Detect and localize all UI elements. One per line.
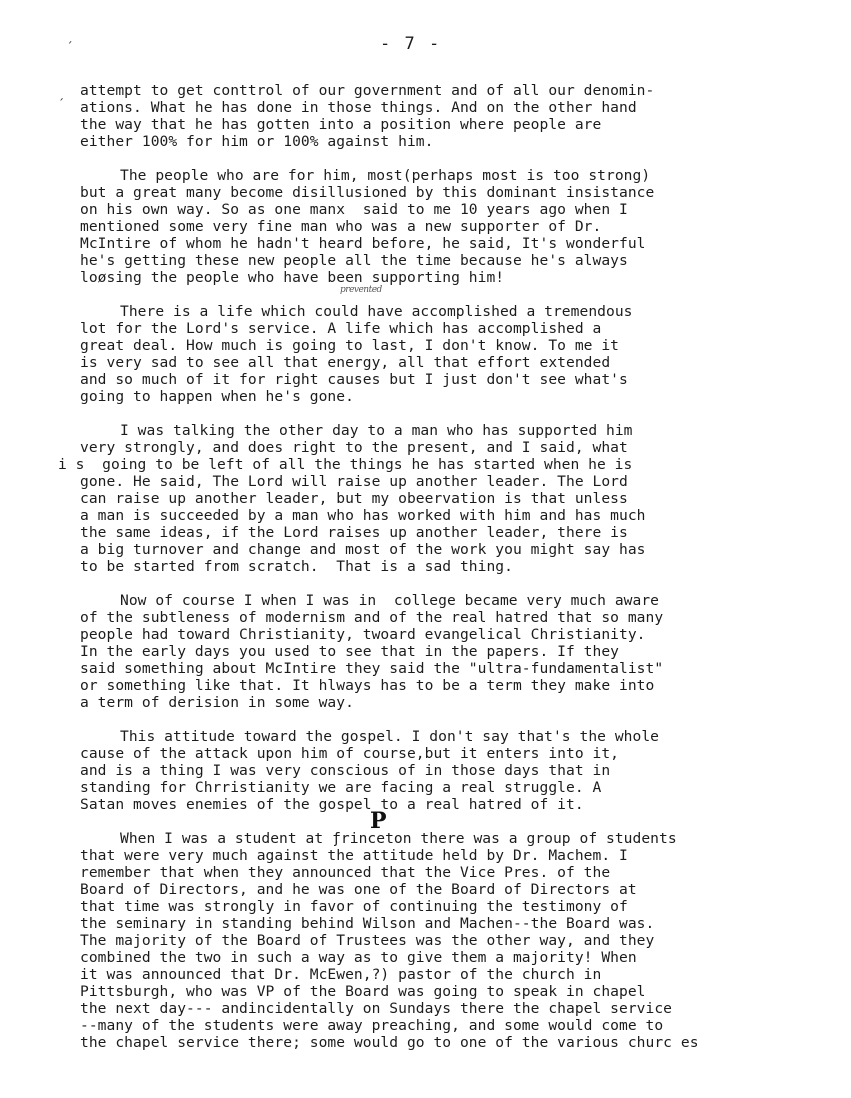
text-line: going to happen when he's gone. bbox=[80, 388, 354, 405]
text-line: is very sad to see all that energy, all that effort extended bbox=[80, 354, 611, 371]
margin-mark-left: ˏ bbox=[58, 86, 66, 100]
text-line: very strongly, and does right to the present, and I said, what bbox=[80, 439, 628, 456]
text-line: great deal. How much is going to last, I don't know. To me it bbox=[80, 337, 620, 354]
text-line: that were very much against the attitude held by Dr. Machem. I bbox=[80, 847, 628, 864]
text-line: but a great many become disillusioned by this dominant insistance bbox=[80, 184, 655, 201]
page-number: - 7 - bbox=[380, 34, 442, 54]
text-line: a big turnover and change and most of the work you might say has bbox=[80, 541, 646, 558]
text-line: said something about McIntire they said the "ultra-fundamentalist" bbox=[80, 660, 664, 677]
text-line: McIntire of whom he hadn't heard before, he said, It's wonderful bbox=[80, 235, 646, 252]
text-line: combined the two in such a way as to give them a majority! When bbox=[80, 949, 637, 966]
text-line: Now of course I when I was in college became very much aware bbox=[120, 592, 660, 609]
text-line: the next day--- andincidentally on Sundays there the chapel service bbox=[80, 1000, 673, 1017]
text-line: ations. What he has done in those things. And on the other hand bbox=[80, 99, 637, 116]
text-line: a term of derision in some way. bbox=[80, 694, 354, 711]
text-line: This attitude toward the gospel. I don't say that's the whole bbox=[120, 728, 660, 745]
text-line: lot for the Lord's service. A life which has accomplished a bbox=[80, 320, 602, 337]
handwritten-annotation: prevented bbox=[340, 285, 382, 295]
text-line: that time was strongly in favor of continuing the testimony of bbox=[80, 898, 628, 915]
text-line: can raise up another leader, but my obeervation is that unless bbox=[80, 490, 628, 507]
text-line: the same ideas, if the Lord raises up another leader, there is bbox=[80, 524, 628, 541]
text-line: Board of Directors, and he was one of the Board of Directors at bbox=[80, 881, 637, 898]
text-line: to be started from scratch. That is a sad thing. bbox=[80, 558, 513, 575]
text-line: --many of the students were away preaching, and some would come to bbox=[80, 1017, 664, 1034]
text-line: loøsing the people who have been supporting him! bbox=[80, 269, 505, 286]
text-line: standing for Chrristianity we are facing a real struggle. A bbox=[80, 779, 602, 796]
text-line: There is a life which could have accomplished a tremendous bbox=[120, 303, 633, 320]
margin-mark-top: ´ bbox=[66, 40, 74, 54]
text-line: mentioned some very fine man who was a new supporter of Dr. bbox=[80, 218, 602, 235]
text-line: attempt to get conttrol of our government and of all our denomin- bbox=[80, 82, 655, 99]
text-line: Satan moves enemies of the gospel to a real hatred of it. bbox=[80, 796, 584, 813]
text-line: and is a thing I was very conscious of in those days that in bbox=[80, 762, 611, 779]
text-line: gone. He said, The Lord will raise up another leader. The Lord bbox=[80, 473, 628, 490]
text-line: the chapel service there; some would go to one of the various churc es bbox=[80, 1034, 699, 1051]
handwritten-p-correction: P bbox=[370, 808, 387, 834]
text-line: remember that when they announced that the Vice Pres. of the bbox=[80, 864, 611, 881]
text-line: it was announced that Dr. McEwen,?) pastor of the church in bbox=[80, 966, 602, 983]
text-line: of the subtleness of modernism and of the real hatred that so many bbox=[80, 609, 664, 626]
text-line: i s going to be left of all the things he has started when he is bbox=[58, 456, 633, 473]
text-line: or something like that. It hlways has to be a term they make into bbox=[80, 677, 655, 694]
text-line: The people who are for him, most(perhaps most is too strong) bbox=[120, 167, 651, 184]
text-line: and so much of it for right causes but I just don't see what's bbox=[80, 371, 628, 388]
text-line: either 100% for him or 100% against him. bbox=[80, 133, 434, 150]
text-line: In the early days you used to see that in the papers. If they bbox=[80, 643, 620, 660]
text-line: Pittsburgh, who was VP of the Board was going to speak in chapel bbox=[80, 983, 646, 1000]
text-line: people had toward Christianity, twoard evangelical Christianity. bbox=[80, 626, 646, 643]
text-line: a man is succeeded by a man who has worked with him and has much bbox=[80, 507, 646, 524]
text-line: I was talking the other day to a man who has supported him bbox=[120, 422, 633, 439]
text-line: he's getting these new people all the time because he's always bbox=[80, 252, 628, 269]
text-line: the seminary in standing behind Wilson and Machen--the Board was. bbox=[80, 915, 655, 932]
text-line: the way that he has gotten into a position where people are bbox=[80, 116, 602, 133]
text-line: The majority of the Board of Trustees was the other way, and they bbox=[80, 932, 655, 949]
text-line: on his own way. So as one manx said to me 10 years ago when I bbox=[80, 201, 628, 218]
text-line: When I was a student at ƒrinceton there was a group of students bbox=[120, 830, 677, 847]
text-line: cause of the attack upon him of course,but it enters into it, bbox=[80, 745, 620, 762]
